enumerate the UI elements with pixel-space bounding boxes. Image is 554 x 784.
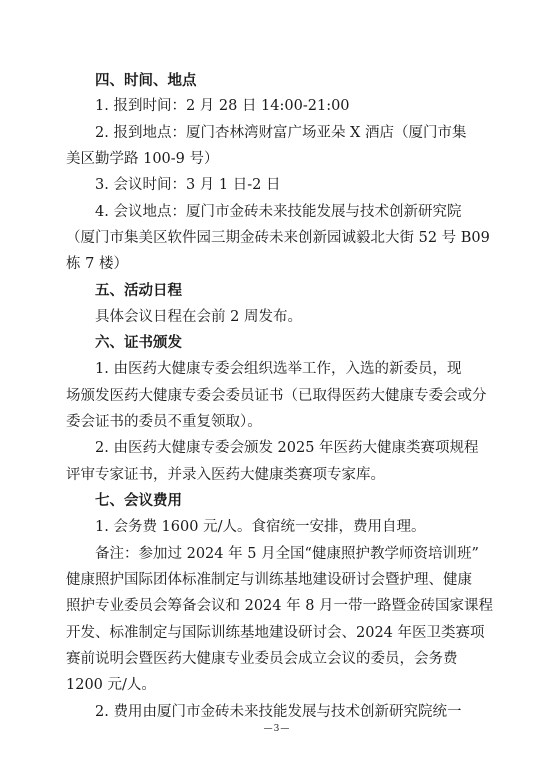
section-heading-fees: 七、会议费用 xyxy=(95,492,182,509)
paragraph-line: 场颁发医药大健康专委会委员证书（已取得医药大健康专委会或分 xyxy=(66,388,487,404)
paragraph-line: 健康照护国际团体标准制定与训练基地建设研讨会暨护理、健康 xyxy=(66,572,472,588)
paragraph-line: 4. 会议地点：厦门市金砖未来技能发展与技术创新研究院 xyxy=(95,204,462,220)
paragraph-line: 备注：参加过 2024 年 5 月全国“健康照护教学师资培训班” xyxy=(95,546,479,562)
paragraph-line: 2. 报到地点：厦门杏林湾财富广场亚朵 X 酒店（厦门市集 xyxy=(95,125,467,141)
paragraph-line: 评审专家证书，并录入医药大健康类赛项专家库。 xyxy=(66,467,385,483)
paragraph-line: 美区勤学路 100-9 号） xyxy=(66,151,219,167)
paragraph-line: 开发、标准制定与国际训练基地建设研讨会、2024 年医卫类赛项 xyxy=(66,625,485,641)
paragraph-line: 1. 报到时间：2 月 28 日 14:00-21:00 xyxy=(95,98,350,114)
paragraph-line: 1. 由医药大健康专委会组织选举工作，入选的新委员，现 xyxy=(95,361,462,377)
section-heading-certificates: 六、证书颁发 xyxy=(95,334,182,351)
section-heading-time-location: 四、时间、地点 xyxy=(95,72,197,89)
paragraph-line: 1. 会务费 1600 元/人。食宿统一安排，费用自理。 xyxy=(95,519,426,535)
paragraph-line: 栋 7 楼） xyxy=(66,256,128,272)
paragraph-line: 1200 元/人。 xyxy=(66,677,156,693)
paragraph-line: 赛前说明会暨医药大健康专业委员会成立会议的委员，会务费 xyxy=(66,651,458,667)
paragraph-line: 照护专业委员会筹备会议和 2024 年 8 月一带一路暨金砖国家课程 xyxy=(66,598,494,614)
paragraph-line: 2. 费用由厦门市金砖未来技能发展与技术创新研究院统一 xyxy=(95,704,462,720)
paragraph-line: （厦门市集美区软件园三期金砖未来创新园诚毅北大街 52 号 B09 xyxy=(66,230,490,246)
paragraph-line: 委会证书的委员不重复领取）。 xyxy=(66,414,262,430)
paragraph-line: 3. 会议时间：3 月 1 日-2 日 xyxy=(95,177,281,193)
paragraph-line: 2. 由医药大健康专委会颁发 2025 年医药大健康类赛项规程 xyxy=(95,440,479,456)
page-number: —3— xyxy=(263,724,291,734)
paragraph-line: 具体会议日程在会前 2 周发布。 xyxy=(95,309,302,325)
section-heading-schedule: 五、活动日程 xyxy=(95,282,182,299)
